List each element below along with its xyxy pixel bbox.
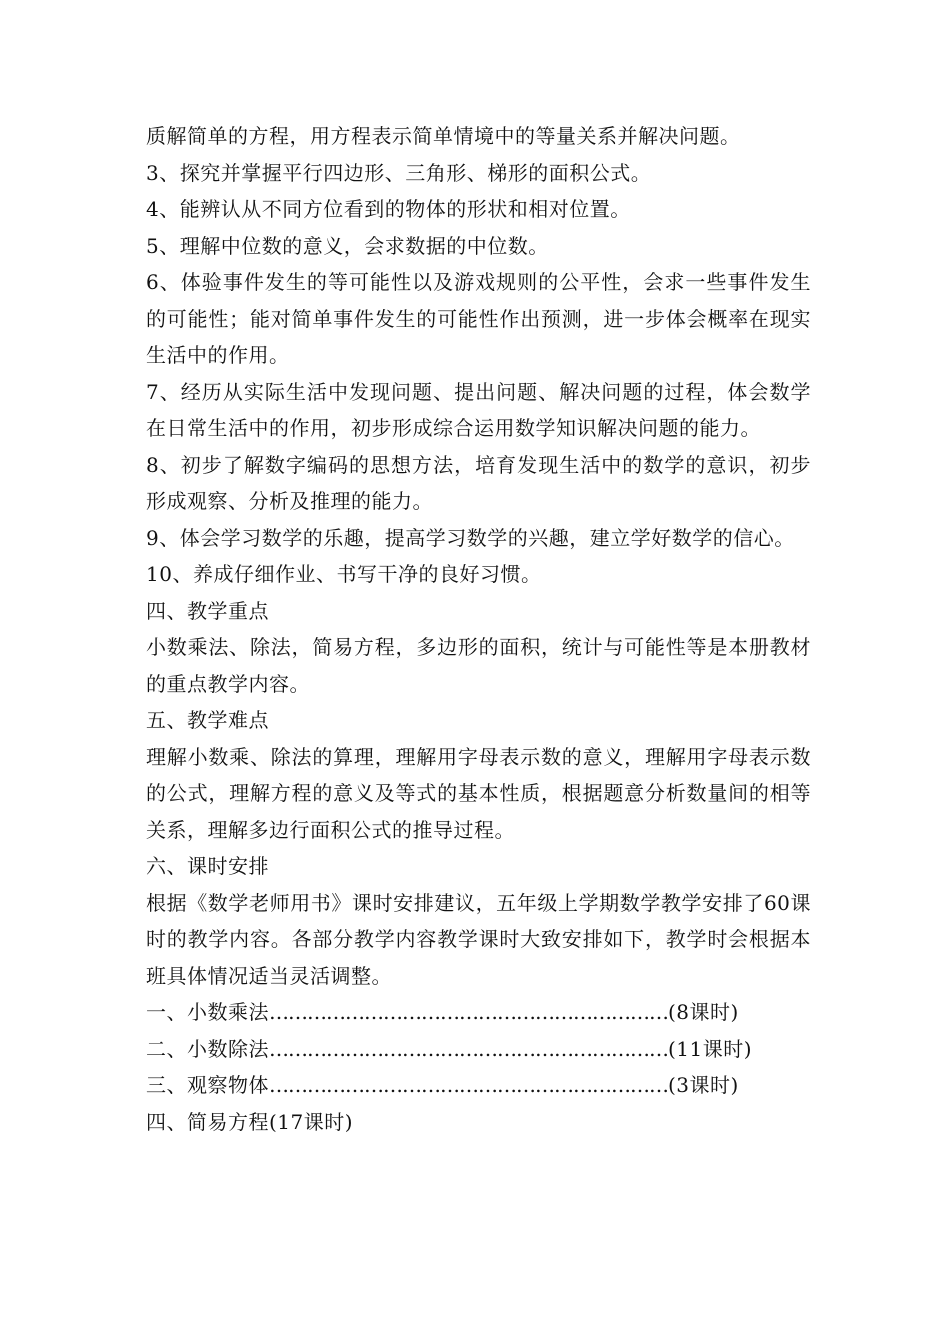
schedule-item-label: 三、观察物体 xyxy=(146,1073,269,1097)
schedule-item-leader: ……………………………………………………… xyxy=(269,1000,668,1024)
schedule-item-leader: ……………………………………………………… xyxy=(269,1073,668,1097)
schedule-item xyxy=(146,1067,811,1104)
schedule-item-hours: (8课时) xyxy=(668,1000,739,1024)
section-heading-schedule: 六、课时安排 xyxy=(146,854,269,878)
paragraph-goal-9: 9、体会学习数学的乐趣，提高学习数学的兴趣，建立学好数学的信心。 xyxy=(146,525,795,550)
schedule-item-label: 二、小数除法 xyxy=(146,1036,269,1061)
schedule-item-hours: (3课时) xyxy=(668,1073,739,1097)
schedule-item-label: 四、简易方程(17课时) xyxy=(146,1109,354,1134)
schedule-item xyxy=(146,994,811,1031)
section-heading-key-points: 四、教学重点 xyxy=(146,598,269,623)
schedule-item-leader: ……………………………………………………… xyxy=(269,1036,668,1061)
paragraph-goal-2-continued: 质解简单的方程，用方程表示简单情境中的等量关系并解决问题。 xyxy=(146,124,741,148)
schedule-item xyxy=(146,1104,811,1141)
paragraph-goal-5: 5、理解中位数的意义，会求数据的中位数。 xyxy=(146,233,549,258)
paragraph-goal-4: 4、能辨认从不同方位看到的物体的形状和相对位置。 xyxy=(146,197,631,221)
paragraph-goal-3: 3、探究并掌握平行四边形、三角形、梯形的面积公式。 xyxy=(146,160,652,185)
section-heading-difficulties: 五、教学难点 xyxy=(146,708,269,732)
schedule-item xyxy=(146,1031,811,1068)
document-page xyxy=(146,118,811,1140)
paragraph-goal-10: 10、养成仔细作业、书写干净的良好习惯。 xyxy=(146,562,542,586)
paragraph-schedule-intro: 根据《数学老师用书》课时安排建议，五年级上学期数学教学安排了60课时的教学内容。各部分教学内容教学课时大致安排如下，教学时会根据本班具体情况适当灵活调整。 xyxy=(146,890,811,988)
paragraph-key-points: 小数乘法、除法，简易方程，多边形的面积，统计与可能性等是本册教材的重点教学内容。 xyxy=(146,635,811,696)
schedule-item-hours: (11课时) xyxy=(668,1036,753,1061)
paragraph-difficulties: 理解小数乘、除法的算理，理解用字母表示数的意义，理解用字母表示数的公式，理解方程的意义及等式的基本性质，根据题意分析数量间的相等关系，理解多边行面积公式的推导过程。 xyxy=(146,744,811,842)
schedule-item-label: 一、小数乘法 xyxy=(146,1000,269,1024)
paragraph-goal-7: 7、经历从实际生活中发现问题、提出问题、解决问题的过程，体会数学在日常生活中的作用，初步形成综合运用数学知识解决问题的能力。 xyxy=(146,379,811,440)
paragraph-goal-6: 6、体验事件发生的等可能性以及游戏规则的公平性，会求一些事件发生的可能性；能对简单事件发生的可能性作出预测，进一步体会概率在现实生活中的作用。 xyxy=(146,270,811,367)
paragraph-goal-8: 8、初步了解数字编码的思想方法，培育发现生活中的数学的意识，初步形成观察、分析及推理的能力。 xyxy=(146,452,811,513)
